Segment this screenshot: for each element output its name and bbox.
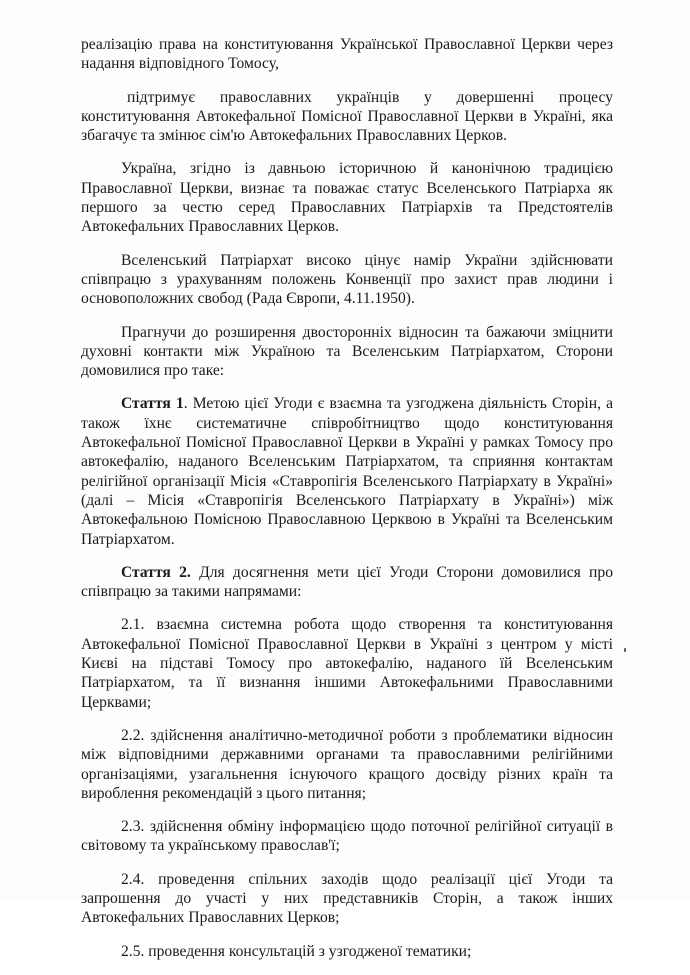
article-1-heading: Стаття 1 — [121, 395, 184, 413]
paragraph-agreement-preamble: Прагнучи до розширення двосторонніх відносин та бажаючи зміцнити духовні контакти між Україною та Вселенським Патріархатом, Сторони домовилися про таке: — [81, 323, 613, 380]
paragraph-patriarchate-cooperation: Вселенський Патріархат високо цінує намір України здійснювати співпрацю з урахуванням положень Конвенції про захист прав людини і основоположних свобод (Рада Європи, 4.11.1950). — [81, 251, 613, 308]
clause-2-1: 2.1. взаємна системна робота щодо створення та конституювання Автокефальної Помісної Православної Церкви в Україні з центром у місті Києві на підставі Томосу про автокефалію, наданого їй Вселенським Патріархатом, та її визнання іншими Автокефальними Православними Церквами; — [81, 616, 613, 711]
article-2-text: Для досягнення мети цієї Угоди Сторони домовилися про співпрацю за такими напрямами: — [81, 563, 613, 601]
paragraph-support: підтримує православних українців у довершенні процесу конституювання Автокефальної Помісної Православної Церкви в Україні, яка збагачує та змінює сім'ю Автокефальних Православних Церков. — [81, 88, 613, 145]
clause-2-4: 2.4. проведення спільних заходів щодо реалізації цієї Угоди та запрошення до участі у них представників Сторін, а також інших Автокефальних Православних Церков; — [81, 870, 613, 927]
article-1-text: . Метою цієї Угоди є взаємна та узгоджена діяльність Сторін, а також їхнє систематичне співробітництво щодо конституювання Автокефальної Помісної Православної Церкви в Україні у рамках Томосу про автокефалію, наданого Вселенським Патріархатом, та сприяння контактам релігійної організації Місія «Ставропігія Вселенського Патріархату в Україні» (далі – Місія «Ставропігія Вселенського Патріархату в Україні») між Автокефальною Помісною Православною Церквою в Україні та Вселенським Патріархатом. — [81, 395, 614, 548]
document-body — [81, 35, 613, 975]
article-1 — [81, 394, 613, 548]
clause-2-3: 2.3. здійснення обміну інформацією щодо поточної релігійної ситуації в світовому та українському православ'ї; — [81, 818, 613, 855]
article-2-heading: Стаття 2. — [121, 563, 191, 581]
scan-speck — [624, 648, 626, 652]
paragraph-continuation: реалізацію права на конституювання Української Православної Церкви через надання відповідного Томосу, — [81, 36, 613, 73]
clause-2-2: 2.2. здійснення аналітично-методичної роботи з проблематики відносин між відповідними державними органами та православними релігійними організаціями, узагальнення існуючого кращого досвіду різних країн та вироблення рекомендацій з цього питання; — [81, 726, 613, 802]
paragraph-ukraine-recognition: Україна, згідно із давньою історичною й канонічною традицією Православної Церкви, визнає та поважає статус Вселенського Патріарха як першого за честю серед Православних Патріархів та Предстоятелів Автокефальних Православних Церков. — [81, 160, 613, 236]
clause-2-5: 2.5. проведення консультацій з узгодженої тематики; — [121, 942, 472, 960]
article-2 — [81, 563, 613, 602]
